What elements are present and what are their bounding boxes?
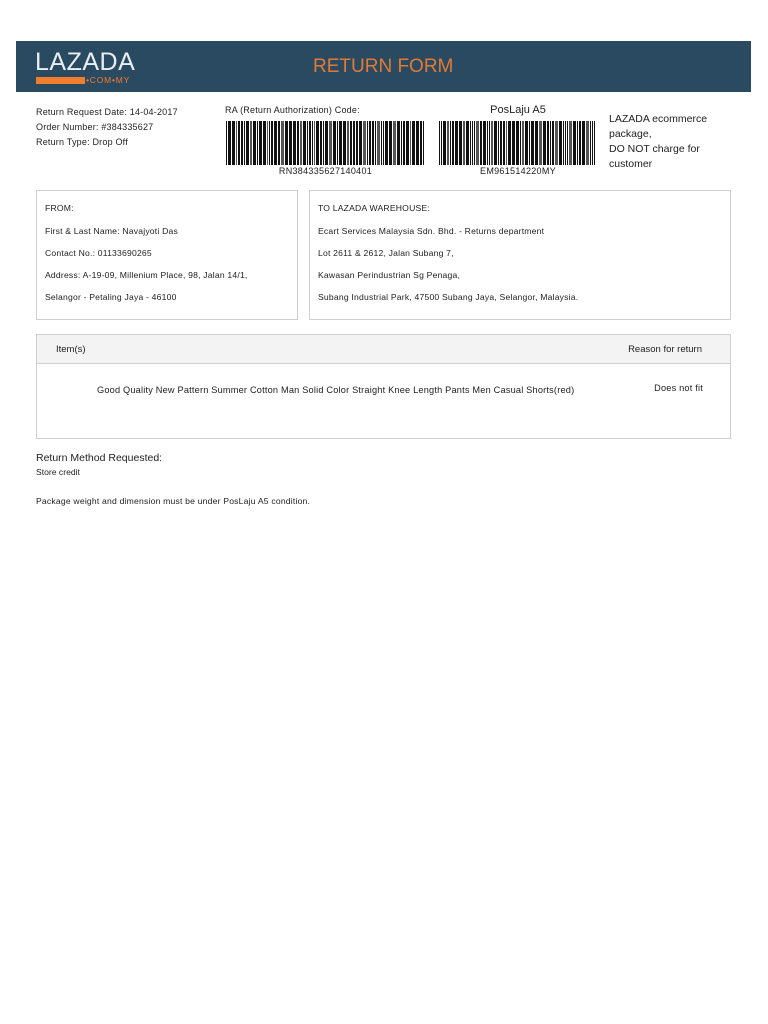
courier-label: PosLaju A5 [490,104,546,116]
from-heading: FROM: [45,203,74,213]
return-request-date: Return Request Date: 14-04-2017 [36,107,178,117]
order-number: Order Number: #384335627 [36,122,154,132]
return-type: Return Type: Drop Off [36,137,128,147]
logo-wordmark: LAZADA [35,48,136,76]
items-table [36,334,731,439]
items-table-header [37,335,730,364]
from-address-line-1: Address: A-19-09, Millenium Place, 98, Jalan 14/1, [45,270,248,280]
from-address-box [36,190,298,320]
to-line-1: Ecart Services Malaysia Sdn. Bhd. - Returns department [318,226,545,236]
return-method-label: Return Method Requested: [36,452,163,464]
logo-orange-bar [36,77,85,84]
to-warehouse-box [309,190,731,320]
item-reason: Does not fit [654,383,703,393]
note-line: DO NOT charge for [609,143,700,155]
courier-barcode [439,121,597,165]
note-line: package, [609,128,652,140]
page-title: RETURN FORM [313,56,454,77]
courier-code-value: EM961514220MY [480,166,556,176]
to-heading: TO LAZADA WAREHOUSE: [318,203,430,213]
lazada-logo [35,48,145,88]
logo-domain: •COM•MY [86,75,131,85]
column-header-reason: Reason for return [628,344,702,355]
no-charge-note [609,112,739,172]
ra-code-label: RA (Return Authorization) Code: [225,105,360,115]
to-line-2: Lot 2611 & 2612, Jalan Subang 7, [318,248,454,258]
column-header-items: Item(s) [56,344,86,355]
to-line-3: Kawasan Perindustrian Sg Penaga, [318,270,461,280]
item-description: Good Quality New Pattern Summer Cotton Man Solid Color Straight Knee Length Pants Men Casual Shorts(red) [97,385,575,395]
to-line-4: Subang Industrial Park, 47500 Subang Jaya, Selangor, Malaysia. [318,292,579,302]
return-meta [36,105,178,150]
ra-barcode [226,121,425,165]
from-contact: Contact No.: 01133690265 [45,248,152,258]
note-line: LAZADA ecommerce [609,113,708,125]
package-footnote: Package weight and dimension must be under PosLaju A5 condition. [36,496,311,506]
ra-code-value: RN384335627140401 [278,166,373,176]
from-address-line-2: Selangor - Petaling Jaya - 46100 [45,292,177,302]
note-line: customer [609,158,653,170]
from-name: First & Last Name: Navajyoti Das [45,226,178,236]
header-banner [16,41,751,92]
return-method-value: Store credit [36,467,80,477]
